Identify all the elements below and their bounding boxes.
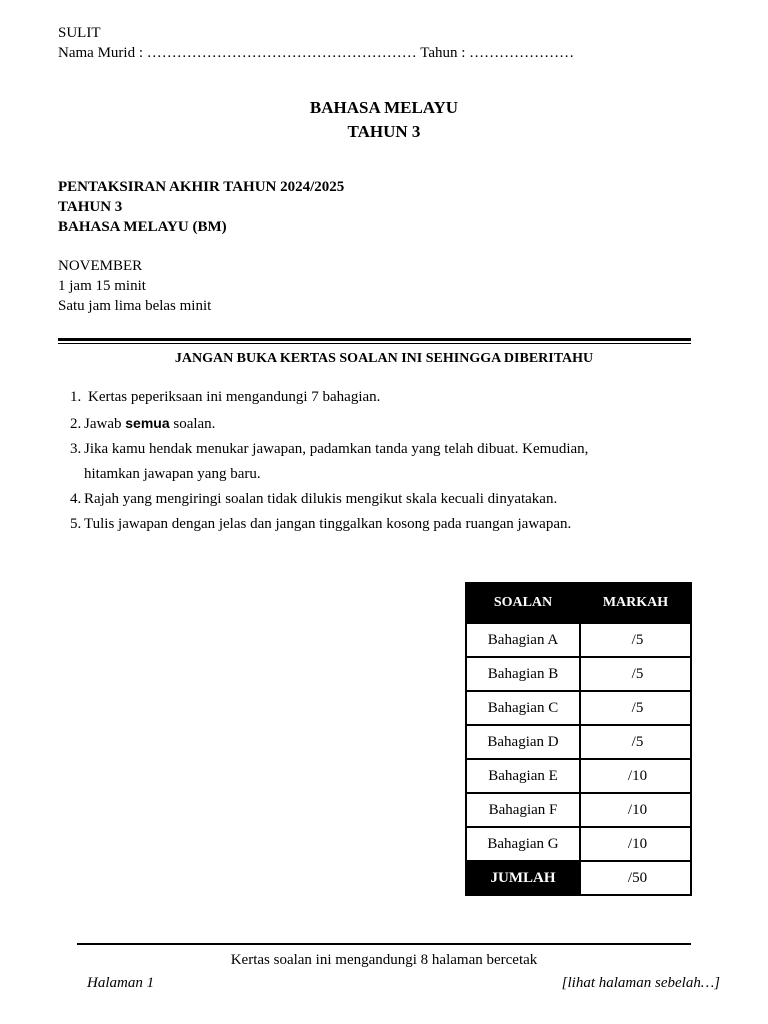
mark-cell: /5 bbox=[580, 623, 691, 657]
divider-thin bbox=[58, 343, 691, 344]
section-cell: Bahagian C bbox=[466, 691, 580, 725]
do-not-open-warning: JANGAN BUKA KERTAS SOALAN INI SEHINGGA DIBERITAHU bbox=[174, 351, 594, 366]
table-header-row bbox=[466, 583, 691, 623]
page-count-note: Kertas soalan ini mengandungi 8 halaman bercetak bbox=[230, 952, 538, 968]
continue-note: [lihat halaman sebelah…] bbox=[561, 975, 720, 991]
column-header-marks: MARKAH bbox=[580, 583, 691, 623]
mark-cell: /10 bbox=[580, 759, 691, 793]
table-row bbox=[466, 725, 691, 759]
mark-cell: /10 bbox=[580, 793, 691, 827]
emphasis-word: semua bbox=[125, 415, 170, 431]
subject-title: BAHASA MELAYU bbox=[309, 98, 459, 117]
sulit-label: SULIT bbox=[58, 25, 101, 41]
total-row bbox=[466, 861, 691, 895]
section-cell: Bahagian G bbox=[466, 827, 580, 861]
total-mark: /50 bbox=[580, 861, 691, 895]
instruction-item: 2. Jawab semua soalan. bbox=[70, 415, 216, 432]
exam-duration: 1 jam 15 minit bbox=[58, 278, 146, 294]
footer-rule bbox=[77, 943, 691, 945]
instruction-item: 3. Jika kamu hendak menukar jawapan, padamkan tanda yang telah dibuat. Kemudian, bbox=[70, 441, 589, 457]
mark-cell: /5 bbox=[580, 691, 691, 725]
exam-year: TAHUN 3 bbox=[58, 199, 123, 215]
total-label: JUMLAH bbox=[466, 861, 580, 895]
divider-thick bbox=[58, 338, 691, 341]
section-cell: Bahagian D bbox=[466, 725, 580, 759]
table-row bbox=[466, 759, 691, 793]
table-row bbox=[466, 657, 691, 691]
table-row bbox=[466, 691, 691, 725]
section-cell: Bahagian B bbox=[466, 657, 580, 691]
exam-name: PENTAKSIRAN AKHIR TAHUN 2024/2025 bbox=[58, 179, 345, 195]
mark-cell: /10 bbox=[580, 827, 691, 861]
table-row bbox=[466, 793, 691, 827]
table-row bbox=[466, 623, 691, 657]
year-title: TAHUN 3 bbox=[347, 122, 421, 141]
instruction-item-continued: hitamkan jawapan yang baru. bbox=[84, 466, 261, 482]
exam-subject: BAHASA MELAYU (BM) bbox=[58, 219, 227, 235]
section-cell: Bahagian A bbox=[466, 623, 580, 657]
exam-duration-words: Satu jam lima belas minit bbox=[58, 298, 212, 314]
student-name-line: Nama Murid : ……………………………………………… Tahun : ………………… bbox=[58, 45, 575, 61]
page-number: Halaman 1 bbox=[87, 975, 155, 991]
instruction-item: 5. Tulis jawapan dengan jelas dan jangan tinggalkan kosong pada ruangan jawapan. bbox=[70, 516, 572, 532]
mark-cell: /5 bbox=[580, 725, 691, 759]
marks-table bbox=[465, 582, 692, 896]
section-cell: Bahagian E bbox=[466, 759, 580, 793]
section-cell: Bahagian F bbox=[466, 793, 580, 827]
table-row bbox=[466, 827, 691, 861]
mark-cell: /5 bbox=[580, 657, 691, 691]
instruction-item: 1. Kertas peperiksaan ini mengandungi 7 bahagian. bbox=[70, 389, 381, 405]
column-header-section: SOALAN bbox=[466, 583, 580, 623]
exam-month: NOVEMBER bbox=[58, 258, 143, 274]
instruction-item: 4. Rajah yang mengiringi soalan tidak dilukis mengikut skala kecuali dinyatakan. bbox=[70, 491, 558, 507]
